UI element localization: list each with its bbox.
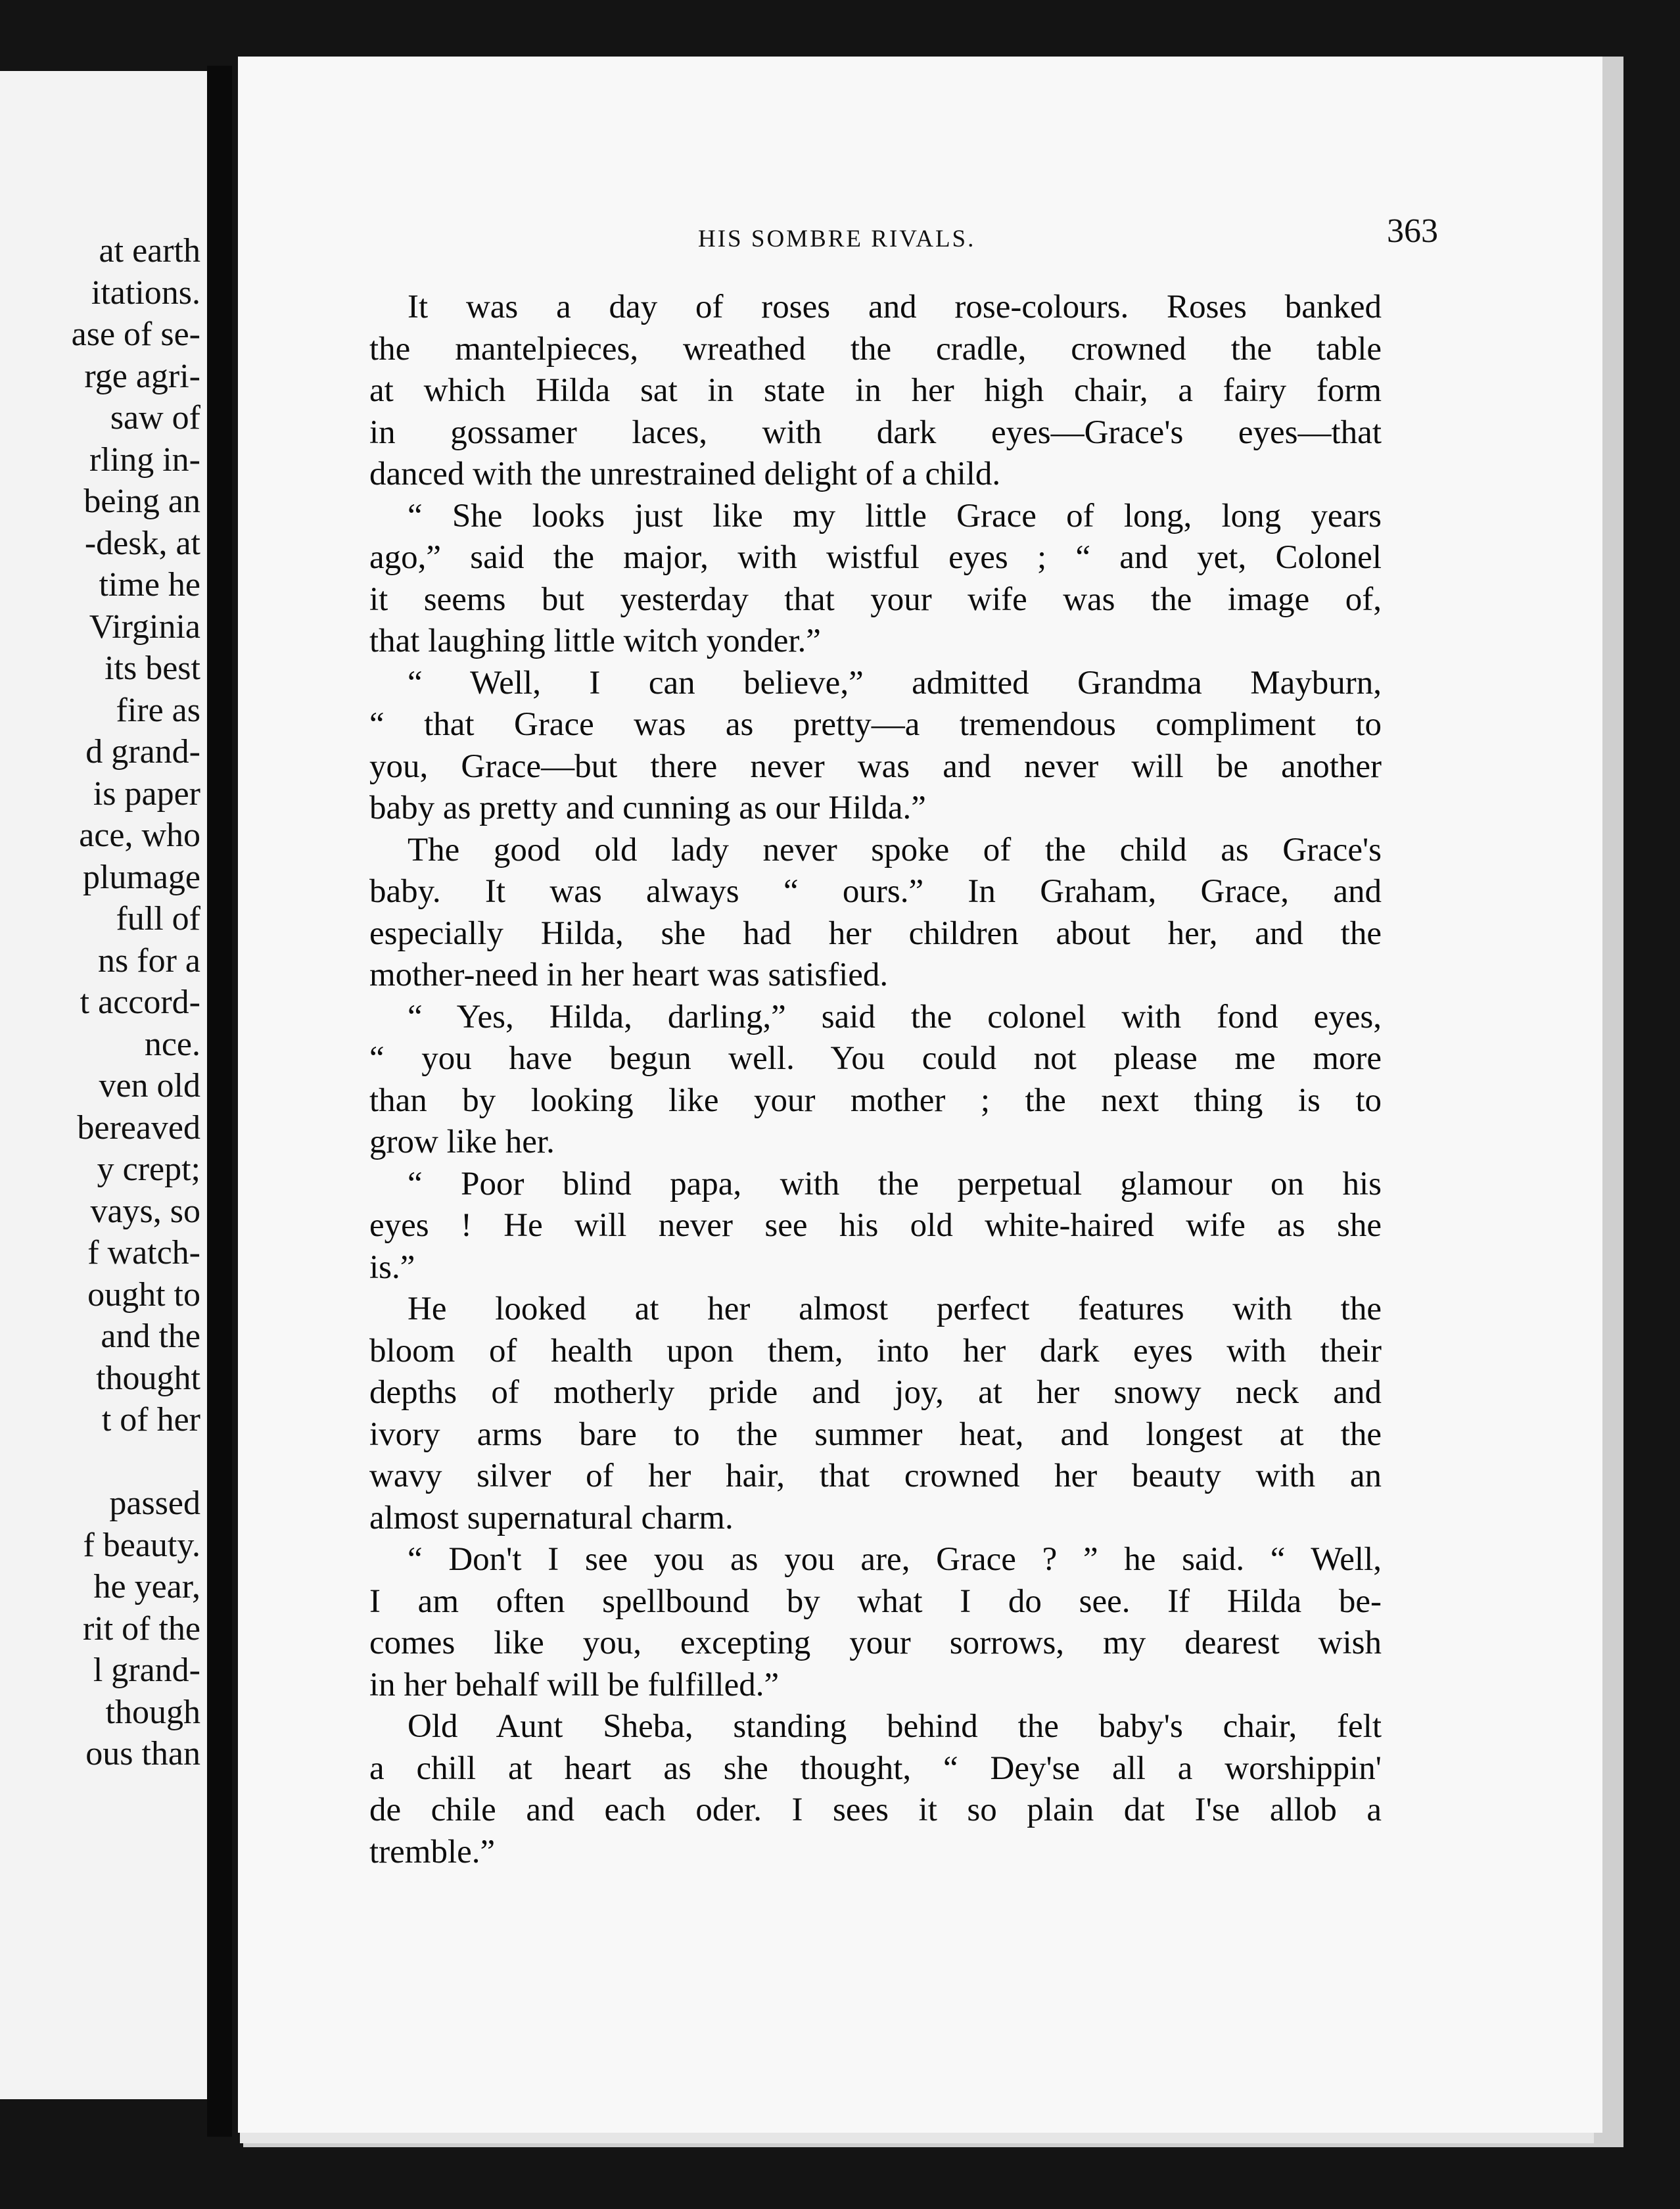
previous-page-line: passed — [109, 1485, 200, 1522]
previous-page-line: time he — [99, 566, 200, 604]
previous-page-line: ace, who — [79, 817, 200, 854]
previous-page — [0, 71, 207, 2099]
previous-page-line: itations. — [91, 273, 200, 312]
text-line: is.” — [369, 1248, 415, 1286]
text-line: ago,” said the major, with wistful eyes ; “ and yet, Colonel — [369, 539, 1382, 576]
previous-page-line: f watch- — [87, 1234, 200, 1271]
previous-page-line: t of her — [101, 1401, 200, 1438]
previous-page-line: Virginia — [89, 607, 200, 646]
previous-page-line: full of — [116, 900, 200, 938]
text-line: “ Poor blind papa, with the perpetual glamour on his — [408, 1165, 1382, 1202]
previous-page-line: plumage — [82, 858, 200, 896]
previous-page-line: ase of se- — [71, 316, 200, 353]
previous-page-line: he year, — [93, 1568, 200, 1605]
previous-page-line: t accord- — [80, 984, 200, 1021]
text-line: baby. It was always “ ours.” In Graham, Grace, and — [369, 873, 1382, 910]
text-line: mother-need in her heart was satisfied. — [369, 957, 889, 993]
previous-page-line: being an — [83, 483, 200, 520]
previous-page-line: saw of — [110, 399, 200, 437]
text-line: at which Hilda sat in state in her high chair, a fairy form — [369, 372, 1382, 409]
running-head: HIS SOMBRE RIVALS. — [698, 226, 976, 252]
text-line: baby as pretty and cunning as our Hilda.” — [369, 790, 926, 826]
text-line: eyes ! He will never see his old white-haired wife as she — [369, 1207, 1382, 1244]
body-text — [369, 287, 1382, 1873]
text-line: ivory arms bare to the summer heat, and longest at the — [369, 1415, 1382, 1453]
text-line: “ Don't I see you as you are, Grace ? ” he said. “ Well, — [408, 1541, 1382, 1578]
text-line: depths of motherly pride and joy, at her snowy neck and — [369, 1374, 1382, 1411]
previous-page-line: ought to — [87, 1275, 200, 1314]
text-line: bloom of health upon them, into her dark eyes with their — [369, 1332, 1382, 1369]
text-line: “ She looks just like my little Grace of long, long years — [408, 497, 1382, 534]
text-line: It was a day of roses and rose-colours. Roses banked — [408, 289, 1382, 325]
previous-page-line: its best — [105, 650, 200, 687]
previous-page-line: ns for a — [98, 941, 200, 980]
text-line: wavy silver of her hair, that crowned her beauty with an — [369, 1458, 1382, 1494]
text-line: “ Well, I can believe,” admitted Grandma Mayburn, — [408, 664, 1382, 701]
previous-page-line: vays, so — [90, 1192, 200, 1230]
text-line: tremble.” — [369, 1833, 496, 1870]
previous-page-line: and the — [101, 1318, 200, 1355]
text-line: comes like you, excepting your sorrows, my dearest wish — [369, 1625, 1382, 1661]
previous-page-line: rit of the — [82, 1609, 200, 1648]
previous-page-line: y crept; — [97, 1151, 200, 1188]
text-line: “ that Grace was as pretty—a tremendous compliment to — [369, 706, 1382, 743]
text-line: the mantelpieces, wreathed the cradle, crowned the table — [369, 330, 1382, 368]
text-line: that laughing little witch yonder.” — [369, 623, 821, 659]
text-line: especially Hilda, she had her children about her, and the — [369, 914, 1382, 952]
previous-page-line: is paper — [93, 774, 200, 813]
previous-page-line: ven old — [99, 1067, 200, 1104]
current-page — [238, 57, 1602, 2133]
text-line: a chill at heart as she thought, “ Dey'se all a worshippin' — [369, 1749, 1382, 1787]
previous-page-line: rge agri- — [84, 357, 200, 395]
previous-page-line: f beauty. — [83, 1526, 200, 1564]
text-line: you, Grace—but there never was and never will be another — [369, 748, 1382, 785]
text-line: He looked at her almost perfect features with the — [408, 1291, 1382, 1327]
text-line: “ you have begun well. You could not please me more — [369, 1040, 1382, 1077]
previous-page-line: nce. — [144, 1025, 200, 1063]
previous-page-line: -desk, at — [84, 524, 200, 562]
text-line: danced with the unrestrained delight of a child. — [369, 456, 1001, 492]
text-line: in her behalf will be fulfilled.” — [369, 1666, 780, 1703]
text-line: grow like her. — [369, 1124, 555, 1160]
text-line: I am often spellbound by what I do see. If Hilda be- — [369, 1582, 1382, 1620]
text-line: almost supernatural charm. — [369, 1499, 734, 1536]
previous-page-line: though — [105, 1693, 200, 1731]
previous-page-line: rling in- — [89, 440, 200, 479]
previous-page-line: ous than — [85, 1735, 200, 1772]
text-line: de chile and each oder. I sees it so plain dat I'se allob a — [369, 1792, 1382, 1828]
book-gutter — [207, 66, 232, 2137]
text-line: it seems but yesterday that your wife was the image of, — [369, 581, 1382, 618]
previous-page-line: at earth — [99, 232, 200, 270]
text-line: than by looking like your mother ; the next thing is to — [369, 1081, 1382, 1119]
text-line: The good old lady never spoke of the child as Grace's — [408, 831, 1382, 868]
previous-page-line: bereaved — [77, 1108, 200, 1147]
page-number: 363 — [1387, 212, 1438, 250]
text-line: in gossamer laces, with dark eyes—Grace's eyes—that — [369, 414, 1382, 451]
text-line: “ Yes, Hilda, darling,” said the colonel with fond eyes, — [408, 998, 1382, 1035]
previous-page-line: d grand- — [85, 733, 200, 771]
previous-page-line: fire as — [116, 691, 200, 729]
text-line: Old Aunt Sheba, standing behind the baby's chair, felt — [408, 1708, 1382, 1745]
previous-page-line: thought — [96, 1359, 200, 1397]
previous-page-line: l grand- — [93, 1651, 200, 1689]
